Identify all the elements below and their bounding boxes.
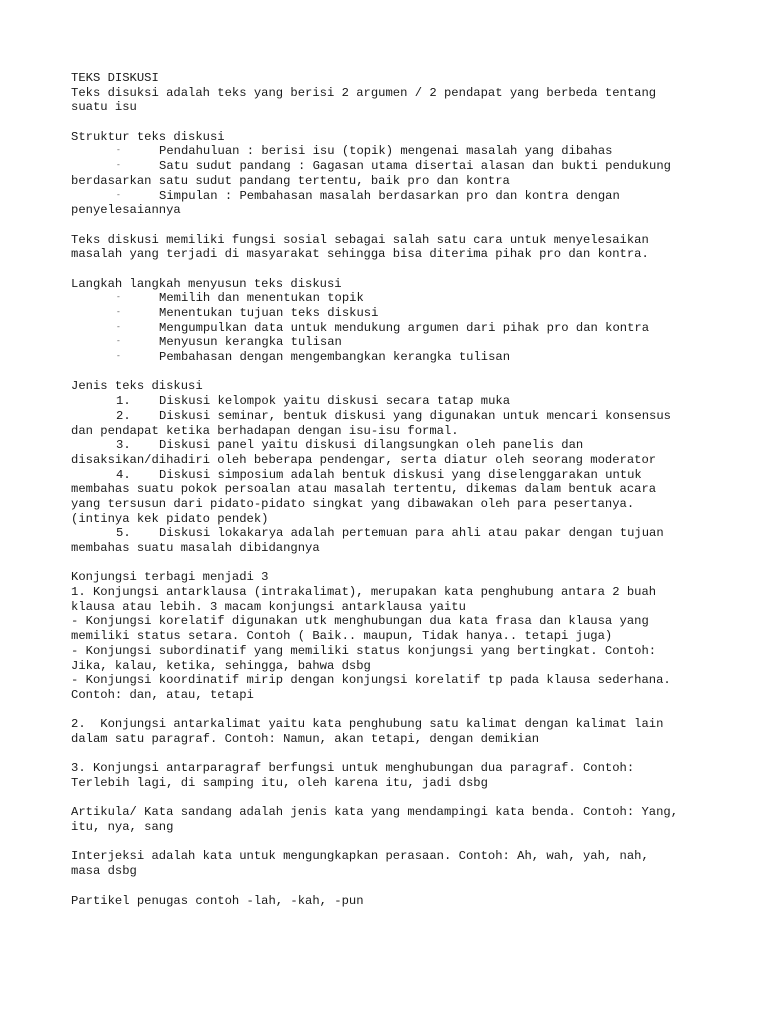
struktur-heading: Struktur teks diskusi bbox=[71, 129, 225, 144]
spacer bbox=[71, 262, 711, 277]
spacer bbox=[71, 879, 711, 894]
jenis-item-text: Diskusi kelompok yaitu diskusi secara tatap muka bbox=[159, 394, 511, 409]
struktur-item-text: Satu sudut pandang : Gagasan utama disertai alasan dan bukti pendukung bbox=[159, 159, 671, 174]
langkah-item bbox=[71, 306, 711, 321]
partikel-line: Partikel penugas contoh -lah, -kah, -pun bbox=[71, 893, 364, 908]
jenis-item bbox=[71, 438, 711, 453]
bullet-mark: - bbox=[116, 308, 121, 317]
jenis-item-continuation: dan pendapat ketika berhadapan dengan isu-isu formal. bbox=[71, 423, 459, 438]
langkah-item-text: Pembahasan dengan mengembangkan kerangka tulisan bbox=[159, 350, 511, 365]
langkah-item bbox=[71, 350, 711, 365]
langkah-item-text: Menentukan tujuan teks diskusi bbox=[159, 306, 379, 320]
jenis-item bbox=[71, 409, 711, 424]
struktur-item bbox=[71, 144, 711, 159]
jenis-item bbox=[71, 394, 711, 409]
spacer bbox=[71, 115, 711, 130]
jenis-item-continuation: (intinya kek pidato pendek) bbox=[71, 511, 269, 526]
intro-line: Teks disuksi adalah teks yang berisi 2 argumen / 2 pendapat yang berbeda tentang bbox=[71, 85, 657, 100]
jenis-heading: Jenis teks diskusi bbox=[71, 379, 203, 394]
spacer bbox=[71, 791, 711, 806]
list-number: 3. bbox=[116, 438, 131, 453]
langkah-item-text: Menyusun kerangka tulisan bbox=[159, 335, 342, 350]
konjungsi-3-line: 3. Konjungsi antarparagraf berfungsi untuk menghubungan dua paragraf. Contoh: bbox=[71, 761, 635, 776]
spacer bbox=[71, 218, 711, 233]
jenis-item-text: Diskusi panel yaitu diskusi dilangsungkan oleh panelis dan bbox=[159, 438, 584, 453]
spacer bbox=[71, 747, 711, 762]
jenis-item bbox=[71, 526, 711, 541]
spacer bbox=[71, 703, 711, 718]
bullet-mark: - bbox=[116, 322, 121, 332]
document-body bbox=[71, 71, 711, 908]
konjungsi-line: Jika, kalau, ketika, sehingga, bahwa dsbg bbox=[71, 658, 371, 673]
document-title: TEKS DISKUSI bbox=[71, 71, 159, 85]
konjungsi-line: 1. Konjungsi antarklausa (intrakalimat), merupakan kata penghubung antara 2 buah bbox=[71, 585, 657, 600]
konjungsi-line: klausa atau lebih. 3 macam konjungsi antarklausa yaitu bbox=[71, 599, 466, 614]
konjungsi-2-line: 2. Konjungsi antarkalimat yaitu kata penghubung satu kalimat dengan kalimat lain bbox=[71, 717, 664, 732]
interjeksi-line: masa dsbg bbox=[71, 864, 137, 879]
konjungsi-line: - Konjungsi subordinatif yang memiliki status konjungsi yang bertingkat. Contoh: bbox=[71, 643, 657, 658]
langkah-item bbox=[71, 321, 711, 336]
struktur-item-continuation: penyelesaiannya bbox=[71, 203, 181, 218]
konjungsi-2-line: dalam satu paragraf. Contoh: Namun, akan tetapi, dengan demikian bbox=[71, 731, 540, 746]
jenis-item-text: Diskusi simposium adalah bentuk diskusi yang diselenggarakan untuk bbox=[159, 467, 642, 482]
konjungsi-line: memiliki status setara. Contoh ( Baik.. maupun, Tidak hanya.. tetapi juga) bbox=[71, 629, 613, 644]
langkah-item bbox=[71, 335, 711, 350]
spacer bbox=[71, 365, 711, 380]
struktur-item bbox=[71, 189, 711, 204]
jenis-item-text: Diskusi seminar, bentuk diskusi yang digunakan untuk mencari konsensus bbox=[159, 408, 671, 423]
jenis-item-continuation: disaksikan/dihadiri oleh beberapa pendengar, serta diatur oleh seorang moderator bbox=[71, 452, 657, 467]
fungsi-line: masalah yang terjadi di masyarakat sehingga bisa diterima pihak pro dan kontra. bbox=[71, 247, 649, 262]
konjungsi-line: Contoh: dan, atau, tetapi bbox=[71, 687, 254, 702]
langkah-item bbox=[71, 291, 711, 306]
spacer bbox=[71, 835, 711, 850]
intro-line: suatu isu bbox=[71, 100, 137, 115]
bullet-mark: - bbox=[116, 161, 121, 171]
jenis-item-continuation: membahas suatu masalah dibidangnya bbox=[71, 541, 320, 555]
langkah-heading: Langkah langkah menyusun teks diskusi bbox=[71, 276, 342, 291]
bullet-mark: - bbox=[116, 337, 121, 347]
list-number: 5. bbox=[116, 526, 131, 541]
bullet-mark: - bbox=[116, 190, 121, 200]
struktur-item-text: Simpulan : Pembahasan masalah berdasarkan pro dan kontra dengan bbox=[159, 188, 620, 203]
langkah-item-text: Mengumpulkan data untuk mendukung argumen dari pihak pro dan kontra bbox=[159, 320, 650, 335]
list-number: 4. bbox=[116, 467, 131, 482]
struktur-item-continuation: berdasarkan satu sudut pandang tertentu, baik pro dan kontra bbox=[71, 173, 510, 188]
list-number: 1. bbox=[116, 394, 131, 409]
interjeksi-line: Interjeksi adalah kata untuk mengungkapkan perasaan. Contoh: Ah, wah, yah, nah, bbox=[71, 849, 649, 864]
bullet-mark: - bbox=[116, 293, 121, 303]
bullet-mark: - bbox=[116, 146, 121, 156]
jenis-item bbox=[71, 468, 711, 483]
struktur-item-text: Pendahuluan : berisi isu (topik) mengenai masalah yang dibahas bbox=[159, 144, 613, 159]
jenis-item-continuation: yang tersusun dari pidato-pidato singkat yang dibawakan oleh para pesertanya. bbox=[71, 496, 635, 511]
jenis-item-text: Diskusi lokakarya adalah pertemuan para ahli atau pakar dengan tujuan bbox=[159, 526, 664, 541]
konjungsi-3-line: Terlebih lagi, di samping itu, oleh karena itu, jadi dsbg bbox=[71, 776, 488, 790]
konjungsi-heading: Konjungsi terbagi menjadi 3 bbox=[71, 570, 269, 585]
konjungsi-line: - Konjungsi korelatif digunakan utk menghubungan dua kata frasa dan klausa yang bbox=[71, 614, 649, 629]
bullet-mark: - bbox=[116, 352, 121, 362]
fungsi-line: Teks diskusi memiliki fungsi sosial sebagai salah satu cara untuk menyelesaikan bbox=[71, 232, 649, 247]
list-number: 2. bbox=[116, 408, 131, 423]
jenis-item-continuation: membahas suatu pokok persoalan atau masalah tertentu, dikemas dalam bentuk acara bbox=[71, 482, 657, 497]
struktur-item bbox=[71, 159, 711, 174]
artikula-line: Artikula/ Kata sandang adalah jenis kata yang mendampingi kata benda. Contoh: Yang, bbox=[71, 805, 679, 820]
spacer bbox=[71, 556, 711, 571]
artikula-line: itu, nya, sang bbox=[71, 820, 174, 835]
langkah-item-text: Memilih dan menentukan topik bbox=[159, 291, 364, 306]
konjungsi-line: - Konjungsi koordinatif mirip dengan konjungsi korelatif tp pada klausa sederhana. bbox=[71, 673, 671, 688]
